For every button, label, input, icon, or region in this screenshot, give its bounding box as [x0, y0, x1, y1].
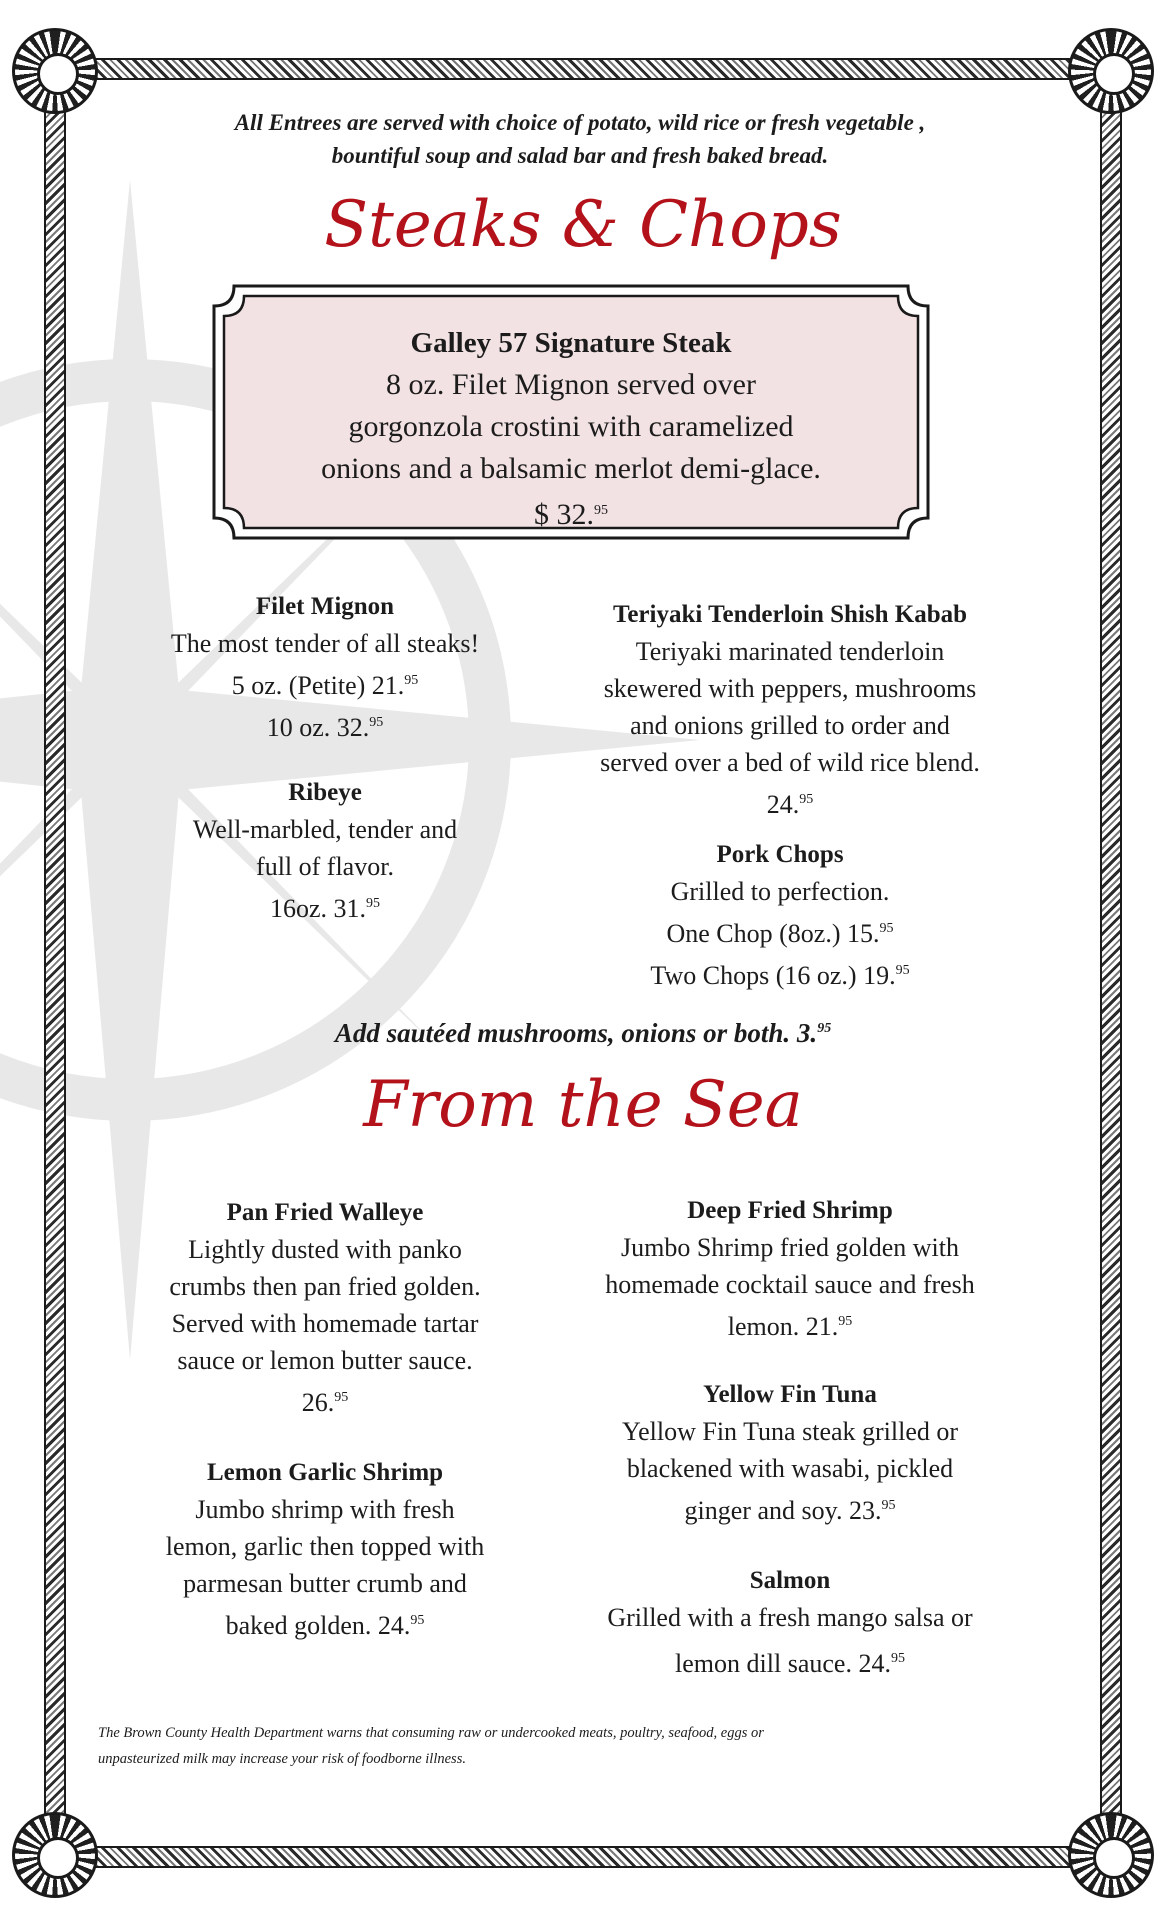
- option-text: Two Chops (16 oz.) 19.: [650, 961, 896, 990]
- item-name: Salmon: [749, 1567, 831, 1594]
- menu-item-yellow-fin-tuna: [555, 1376, 1025, 1529]
- item-desc: Grilled with a fresh mango salsa or: [607, 1603, 973, 1632]
- item-price: [110, 1379, 540, 1421]
- intro-line: bountiful soup and salad bar and fresh baked bread.: [331, 143, 829, 168]
- item-desc: Jumbo Shrimp fried golden with: [621, 1233, 959, 1262]
- item-name: Teriyaki Tenderloin Shish Kabab: [612, 601, 968, 628]
- price-cents: 95: [890, 1651, 905, 1666]
- menu-item-pork-chops: [580, 836, 980, 994]
- item-option: [110, 704, 540, 746]
- option-text: 5 oz. (Petite) 21.: [231, 671, 405, 700]
- item-name: Deep Fried Shrimp: [687, 1197, 893, 1224]
- price-text: 26.: [301, 1388, 335, 1417]
- rope-border-top: [70, 58, 1096, 80]
- health-notice: [98, 1720, 998, 1772]
- item-desc: Jumbo shrimp with fresh: [195, 1495, 455, 1524]
- item-price: [540, 781, 1040, 823]
- item-desc: Teriyaki marinated tenderloin: [635, 637, 945, 666]
- price-cents: 95: [404, 673, 419, 688]
- item-desc: gorgonzola crostini with caramelized: [348, 410, 794, 443]
- option-text: 10 oz. 32.: [266, 713, 370, 742]
- item-desc: served over a bed of wild rice blend.: [600, 748, 980, 777]
- item-price: [555, 1303, 1025, 1345]
- item-desc: Yellow Fin Tuna steak grilled or: [621, 1417, 959, 1446]
- item-price: [110, 1602, 540, 1644]
- item-name: Filet Mignon: [255, 593, 395, 620]
- price-cents: 95: [334, 1390, 349, 1405]
- price-text: lemon dill sauce. 24.: [675, 1649, 891, 1678]
- item-name: Pork Chops: [716, 841, 844, 868]
- item-price: [555, 1487, 1025, 1529]
- item-desc: Well-marbled, tender and: [192, 815, 458, 844]
- price-cents: 95: [879, 921, 894, 936]
- rope-border-right: [1100, 90, 1122, 1836]
- price-cents: 95: [895, 963, 910, 978]
- rope-knot-icon: [1068, 1812, 1154, 1898]
- section-title-steaks: Steaks & Chops: [324, 188, 842, 262]
- menu-item-deep-fried-shrimp: [555, 1192, 1025, 1345]
- item-desc: blackened with wasabi, pickled: [626, 1454, 954, 1483]
- item-desc: Lightly dusted with panko: [188, 1235, 462, 1264]
- menu-item-ribeye: [110, 774, 540, 927]
- price-text: 16oz. 31.: [269, 894, 367, 923]
- item-price: [230, 490, 912, 536]
- item-desc: 8 oz. Filet Mignon served over: [386, 368, 756, 401]
- price-text: lemon. 21.: [727, 1312, 839, 1341]
- item-desc: full of flavor.: [256, 852, 394, 881]
- menu-item-salmon: [555, 1562, 1025, 1682]
- item-price: [555, 1640, 1025, 1682]
- price-cents: 95: [817, 1021, 832, 1036]
- addon-note: [0, 1018, 1166, 1049]
- menu-item-filet-mignon: [110, 588, 540, 746]
- item-desc: homemade cocktail sauce and fresh: [605, 1270, 975, 1299]
- item-name: Galley 57 Signature Steak: [410, 327, 732, 359]
- item-desc: Served with homemade tartar: [171, 1309, 479, 1338]
- price-cents: 95: [881, 1498, 896, 1513]
- price-text: $ 32.: [534, 498, 594, 531]
- price-text: 24.: [766, 790, 800, 819]
- item-desc: lemon, garlic then topped with: [165, 1532, 485, 1561]
- notice-line: unpasteurized milk may increase your risk of foodborne illness.: [98, 1751, 466, 1767]
- rope-knot-icon: [1068, 28, 1154, 114]
- rope-knot-icon: [12, 1812, 98, 1898]
- item-name: Ribeye: [288, 779, 362, 806]
- item-desc: skewered with peppers, mushrooms: [603, 674, 977, 703]
- signature-steak: [230, 322, 912, 536]
- item-desc: The most tender of all steaks!: [170, 629, 480, 658]
- price-text: baked golden. 24.: [225, 1611, 411, 1640]
- price-text: ginger and soy. 23.: [684, 1496, 882, 1525]
- item-desc: sauce or lemon butter sauce.: [177, 1346, 473, 1375]
- price-cents: 95: [369, 715, 384, 730]
- item-desc: Grilled to perfection.: [670, 877, 890, 906]
- item-name: Pan Fried Walleye: [226, 1199, 424, 1226]
- price-cents: 95: [366, 896, 381, 911]
- menu-item-lemon-garlic-shrimp: [110, 1454, 540, 1644]
- intro-note: [100, 106, 1060, 172]
- item-price: [110, 885, 540, 927]
- item-desc: crumbs then pan fried golden.: [169, 1272, 481, 1301]
- rope-knot-icon: [12, 28, 98, 114]
- item-desc: and onions grilled to order and: [630, 711, 950, 740]
- addon-text: Add sautéed mushrooms, onions or both. 3.: [334, 1018, 818, 1048]
- price-cents: 95: [838, 1314, 853, 1329]
- rope-border-bottom: [70, 1846, 1096, 1868]
- item-desc: parmesan butter crumb and: [183, 1569, 467, 1598]
- item-option: [580, 952, 980, 994]
- price-cents: 95: [594, 503, 608, 518]
- menu-item-walleye: [110, 1194, 540, 1421]
- option-text: One Chop (8oz.) 15.: [666, 919, 880, 948]
- price-cents: 95: [410, 1613, 425, 1628]
- item-option: [110, 662, 540, 704]
- item-option: [580, 910, 980, 952]
- menu-item-teriyaki-kabab: [540, 596, 1040, 823]
- notice-line: The Brown County Health Department warns that consuming raw or undercooked meats, poultry, seafood, eggs or: [98, 1725, 764, 1741]
- intro-line: All Entrees are served with choice of potato, wild rice or fresh vegetable ,: [234, 110, 926, 135]
- item-name: Lemon Garlic Shrimp: [206, 1459, 444, 1486]
- item-desc: onions and a balsamic merlot demi-glace.: [321, 452, 821, 485]
- price-cents: 95: [799, 792, 814, 807]
- rope-border-left: [44, 90, 66, 1836]
- item-name: Yellow Fin Tuna: [703, 1381, 877, 1408]
- section-title-sea: From the Sea: [363, 1068, 803, 1142]
